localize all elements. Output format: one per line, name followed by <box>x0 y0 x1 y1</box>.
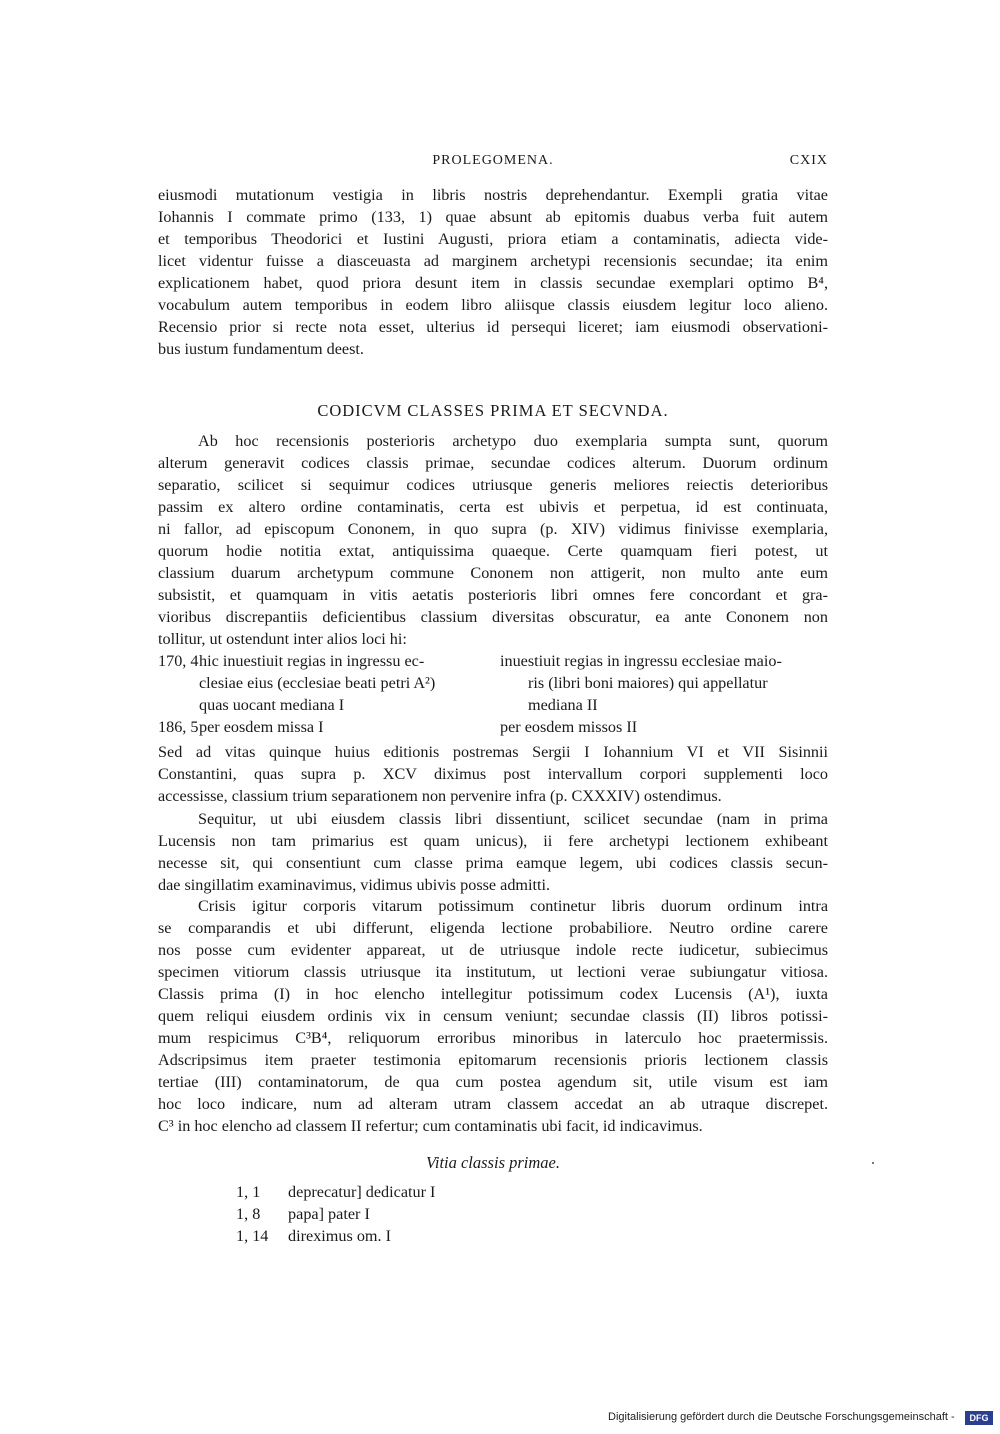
paragraph-2 <box>158 741 828 807</box>
vitia-text: direximus om. I <box>288 1227 392 1245</box>
variant-row <box>158 694 828 716</box>
text-line: C³ in hoc elencho ad classem II refertur; cum contaminatis ubi facit, id indicavimus. <box>158 1117 703 1135</box>
variant-reading-left: quas uocant mediana I <box>199 696 345 714</box>
text-line: mum respicimus C³B⁴, reliquorum erroribus minoribus in laterculo hoc praetermissis. <box>158 1029 828 1047</box>
variant-reading-right: per eosdem missos II <box>500 718 638 736</box>
text-line: classium duarum archetypum commune Cononem non attigerit, non multo ante eum <box>158 564 828 582</box>
variant-reading-right: inuestiuit regias in ingressu ecclesiae maio- <box>500 652 782 670</box>
text-line: dae singillatim examinavimus, vidimus ubivis posse admitti. <box>158 876 551 894</box>
paragraph-3 <box>158 808 828 896</box>
text-line: Classis prima (I) in hoc elencho intellegitur potissimum codex Lucensis (A¹), iuxta <box>158 985 828 1003</box>
footer-text: Digitalisierung gefördert durch die Deutsche Forschungsgemeinschaft - <box>608 1411 955 1423</box>
vitia-subheading: Vitia classis primae. <box>426 1153 560 1172</box>
variant-row <box>158 716 828 738</box>
paragraph-1 <box>158 430 828 650</box>
text-line: se comparandis et ubi differunt, eligenda lectione probabiliore. Neutro ordine carere <box>158 919 828 937</box>
text-line: subsistit, et quamquam in vitis aetatis posterioris libri omnes fere concordant et gra- <box>158 586 828 604</box>
intro-paragraph <box>158 184 828 360</box>
text-line: et temporibus Theodorici et Iustini Augusti, priora etiam a contaminatis, adiecta vide- <box>158 230 828 248</box>
text-line: Recensio prior si recte nota esset, ulterius id persequi liceret; iam eiusmodi observationi- <box>158 318 828 336</box>
vitia-text: deprecatur] dedicatur I <box>288 1183 436 1201</box>
text-line: Sequitur, ut ubi eiusdem classis libri dissentiunt, scilicet secundae (nam in prima <box>198 810 828 828</box>
variant-row <box>158 650 828 672</box>
text-line: eiusmodi mutationum vestigia in libris nostris deprehendantur. Exempli gratia vitae <box>158 186 828 204</box>
text-line: nos posse cum evidenter appareat, ut de utriusque indole recte iudicetur, subiecimus <box>158 941 828 959</box>
vitia-ref: 1, 1 <box>236 1183 261 1201</box>
text-line: hoc loco indicare, num ad alteram utram classem accedat an ab utraque discrepet. <box>158 1095 828 1113</box>
text-line: quorum hodie notitia extat, antiquissima quaeque. Certe quamquam fieri potest, ut <box>158 542 828 560</box>
variant-reading-right: mediana II <box>528 696 598 714</box>
section-heading: CODICVM CLASSES PRIMA ET SECVNDA. <box>317 401 669 420</box>
text-line: accessisse, classium trium separationem non pervenire infra (p. CXXXIV) ostendimus. <box>158 787 722 805</box>
page-number: CXIX <box>789 153 828 168</box>
text-line: vioribus discrepantiis deficientibus classium diversitas obscuratur, ea ante Cononem non <box>158 608 828 626</box>
text-line: ni fallor, ad episcopum Cononem, in quo supra (p. XIV) vidimus finivisse exemplaria, <box>158 520 828 538</box>
text-line: Crisis igitur corporis vitarum potissimum continetur libris duorum ordinum intra <box>198 897 828 915</box>
list-item <box>236 1225 636 1247</box>
text-line: Adscripsimus item praeter testimonia epitomarum recensionis prioris lectionem classis <box>158 1051 828 1069</box>
text-line: passim ex altero ordine contaminatis, certa est ubivis et perpetua, id est continuata, <box>158 498 828 516</box>
text-line: necesse sit, qui consentiunt cum classe prima eamque legem, ubi codices classis secun- <box>158 854 828 872</box>
text-line: tollitur, ut ostendunt inter alios loci hi: <box>158 630 407 648</box>
text-line: separatio, scilicet si sequimur codices utriusque generis meliores reiectis deterioribus <box>158 476 828 494</box>
text-line: Ab hoc recensionis posterioris archetypo duo exemplaria sumpta sunt, quorum <box>198 432 828 450</box>
variant-reading-right: ris (libri boni maiores) qui appellatur <box>528 674 768 692</box>
text-line: alterum generavit codices classis primae, secundae codices alterum. Duorum ordinum <box>158 454 828 472</box>
variant-row <box>158 672 828 694</box>
vitia-list <box>236 1181 636 1247</box>
text-line: Sed ad vitas quinque huius editionis postremas Sergii I Iohannium VI et VII Sisinnii <box>158 743 828 761</box>
digitization-footer <box>608 1411 993 1427</box>
vitia-ref: 1, 8 <box>236 1205 261 1223</box>
text-line: Iohannis I commate primo (133, 1) quae absunt ab epitomis duabus verba fuit autem <box>158 208 828 226</box>
vitia-text: papa] pater I <box>288 1205 370 1223</box>
running-head <box>158 153 828 173</box>
vitia-ref: 1, 14 <box>236 1227 269 1245</box>
list-item <box>236 1181 636 1203</box>
text-line: tertiae (III) contaminatorum, de qua cum postea agendum sit, utile visum est iam <box>158 1073 828 1091</box>
text-line: Lucensis non tam primarius est quam unicus), ii fere archetypi lectionem exhibeant <box>158 832 828 850</box>
variant-ref: 186, 5 <box>158 718 199 736</box>
variant-reading-left: clesiae eius (ecclesiae beati petri A²) <box>199 674 436 692</box>
text-line: vocabulum autem temporibus in eodem libro aliisque classis eiusdem legitur loco alieno. <box>158 296 828 314</box>
scan-speck <box>872 1162 874 1164</box>
variant-reading-left: per eosdem missa I <box>199 718 324 736</box>
variant-reading-left: hic inuestiuit regias in ingressu ec- <box>199 652 425 670</box>
running-head-title: PROLEGOMENA. <box>432 153 554 168</box>
paragraph-4 <box>158 895 828 1137</box>
dfg-logo: DFG <box>965 1411 993 1425</box>
text-line: Constantini, quas supra p. XCV diximus post intervallum corpori supplementi loco <box>158 765 828 783</box>
text-line: specimen vitiorum classis utriusque ita institutum, ut lectioni verae subiungatur vitiosa. <box>158 963 828 981</box>
text-line: quem reliqui eiusdem ordinis vix in censum veniunt; secundae classis (II) libros potissi- <box>158 1007 828 1025</box>
text-line: explicationem habet, quod priora desunt item in classis secundae exemplari optimo B⁴, <box>158 274 828 292</box>
list-item <box>236 1203 636 1225</box>
text-line: bus iustum fundamentum deest. <box>158 340 364 358</box>
text-line: licet videntur fuisse a diasceuasta ad marginem archetypi recensionis secundae; ita enim <box>158 252 828 270</box>
variant-ref: 170, 4 <box>158 652 199 670</box>
